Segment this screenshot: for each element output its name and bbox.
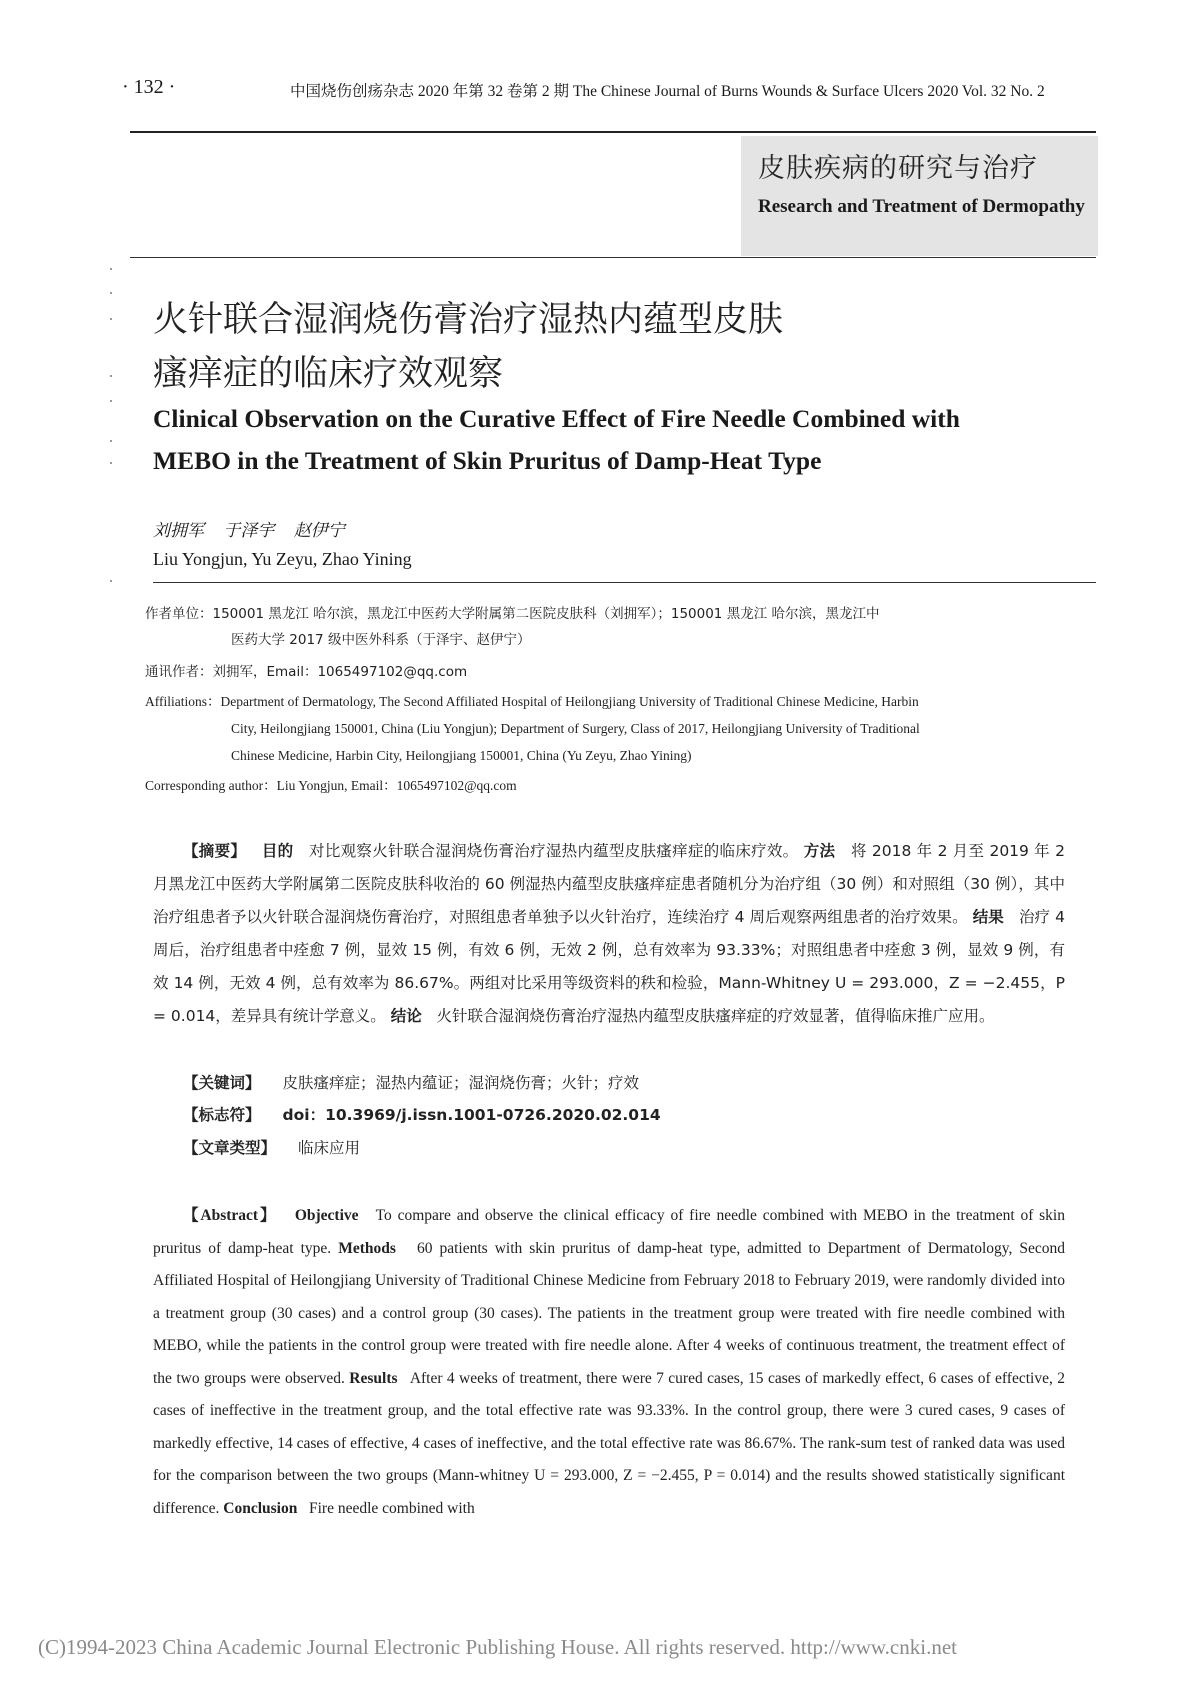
- affiliations-cn-line1: 作者单位：150001 黑龙江 哈尔滨，黑龙江中医药大学附属第二医院皮肤科（刘拥军）；150001 黑龙江 哈尔滨，黑龙江中: [145, 606, 880, 622]
- margin-mark: [110, 462, 112, 464]
- copyright-footer: (C)1994-2023 China Academic Journal Electronic Publishing House. All rights reserved. http://www.cnki.net: [38, 1635, 957, 1659]
- article-title-en-line2: MEBO in the Treatment of Skin Pruritus of Damp-Heat Type: [153, 446, 822, 475]
- abstract-en-conclusion: Fire needle combined with: [309, 1499, 475, 1517]
- affiliations-en-line2: City, Heilongjiang 150001, China (Liu Yongjun); Department of Surgery, Class of 2017, Heilongjiang University of Traditional: [231, 721, 920, 736]
- abstract-en-methods: 60 patients with skin pruritus of damp-heat type, admitted to Department of Dermatology, Second Affiliated Hospital of Heilongjiang University of Traditional Chinese Medicine from February 2018 to February 2019, were randomly divided into a treatment group (30 cases) and a control group (30 cases). The patients in the treatment group were treated with fire needle combined with MEBO, while the patients in the control group were treated with fire needle alone. After 4 weeks of continuous treatment, the treatment effect of the two groups were observed.: [153, 1239, 1066, 1387]
- abstract-en-label: 【Abstract】: [183, 1207, 278, 1224]
- margin-mark: [110, 440, 112, 442]
- margin-mark: [110, 580, 112, 582]
- section-title-cn: 皮肤疾病的研究与治疗: [758, 153, 1038, 184]
- keywords-label: 【关键词】: [183, 1074, 261, 1092]
- section-rule: [130, 257, 1096, 258]
- article-title-cn-line2: 瘙痒症的临床疗效观察: [153, 354, 504, 394]
- authors-cn: 刘拥军 于泽宇 赵伊宁: [153, 521, 345, 541]
- abstract-en-results-label: Results: [349, 1369, 398, 1387]
- header-rule: [130, 131, 1096, 133]
- page-number: · 132 ·: [122, 76, 176, 98]
- keywords-line: [183, 1071, 639, 1093]
- abstract-en-methods-label: Methods: [338, 1239, 396, 1257]
- article-title-en-line1: Clinical Observation on the Curative Effect of Fire Needle Combined with: [153, 404, 960, 433]
- article-title-cn: [153, 293, 973, 401]
- margin-mark: [110, 318, 112, 320]
- article-type-line: [183, 1136, 360, 1158]
- margin-mark: [110, 268, 112, 270]
- article-title-en: [153, 398, 1073, 482]
- authors-en: Liu Yongjun, Yu Zeyu, Zhao Yining: [153, 549, 412, 569]
- article-type-label: 【文章类型】: [183, 1139, 277, 1157]
- abstract-cn-objective: 对比观察火针联合湿润烧伤膏治疗湿热内蕴型皮肤瘙痒症的临床疗效。: [309, 842, 799, 860]
- identifier-label: 【标志符】: [183, 1106, 261, 1124]
- margin-mark: [110, 375, 112, 377]
- abstract-en-objective-label: Objective: [294, 1207, 359, 1224]
- section-title-en: Research and Treatment of Dermopathy: [758, 196, 1085, 217]
- doi-value: doi：10.3969/j.issn.1001-0726.2020.02.014: [282, 1106, 661, 1124]
- keywords-value: 皮肤瘙痒症；湿热内蕴证；湿润烧伤膏；火针；疗效: [282, 1074, 640, 1092]
- affiliations-cn: [145, 601, 1065, 653]
- corresponding-author-cn: 通讯作者：刘拥军，Email：1065497102@qq.com: [145, 664, 468, 680]
- abstract-cn-label: 【摘要】: [183, 842, 247, 860]
- abstract-cn-objective-label: 目的: [261, 842, 294, 860]
- margin-mark: [110, 292, 112, 294]
- abstract-cn-methods-label: 方法: [803, 842, 836, 860]
- abstract-cn-results: 治疗 4 周后，治疗组患者中痊愈 7 例，显效 15 例，有效 6 例，无效 2 例，总有效率为 93.33%；对照组患者中痊愈 3 例，显效 9 例，有效 14 例，无效 4 例，总有效率为 86.67%。两组对比采用等级资料的秩和检验，Mann-Whitney U = 293.000，Z = −2.455，P = 0.014，差异具有统计学意义。: [153, 908, 1065, 1025]
- abstract-en-results: After 4 weeks of treatment, there were 7 cured cases, 15 cases of markedly effect, 6 cases of effective, 2 cases of ineffective in the treatment group, and the total effective rate was 93.33%. In the control group, there were 3 cured cases, 9 cases of markedly effective, 14 cases of effective, 4 cases of ineffective, and the total effective rate was 86.67%. The rank-sum test of ranked data was used for the comparison between the two groups (Mann-whitney U = 293.000, Z = −2.455, P = 0.014) and the results showed statistically significant difference.: [153, 1369, 1065, 1517]
- abstract-cn-conclusion: 火针联合湿润烧伤膏治疗湿热内蕴型皮肤瘙痒症的疗效显著，值得临床推广应用。: [436, 1007, 995, 1025]
- running-head: 中国烧伤创疡杂志 2020 年第 32 卷第 2 期 The Chinese Journal of Burns Wounds & Surface Ulcers 2020 Vol. 32 No. 2: [290, 83, 1045, 100]
- authors-rule: [153, 582, 1096, 583]
- affiliations-en-line1: Affiliations：Department of Dermatology, The Second Affiliated Hospital of Heilongjiang University of Traditional Chinese Medicine, Harbin: [145, 694, 919, 709]
- article-title-cn-line1: 火针联合湿润烧伤膏治疗湿热内蕴型皮肤: [153, 300, 784, 340]
- corresponding-author-en: Corresponding author：Liu Yongjun, Email：1065497102@qq.com: [145, 778, 517, 793]
- abstract-en-conclusion-label: Conclusion: [223, 1499, 298, 1517]
- affiliations-en: [145, 688, 1065, 769]
- abstract-cn: [153, 835, 1065, 1033]
- margin-mark: [110, 400, 112, 402]
- abstract-cn-conclusion-label: 结论: [390, 1007, 422, 1025]
- affiliations-cn-line2: 医药大学 2017 级中医外科系（于泽宇、赵伊宁）: [231, 632, 531, 648]
- affiliations-en-line3: Chinese Medicine, Harbin City, Heilongjiang 150001, China (Yu Zeyu, Zhao Yining): [231, 748, 692, 763]
- article-type-value: 临床应用: [298, 1139, 361, 1157]
- identifier-line: [183, 1103, 661, 1125]
- abstract-en-objective: To compare and observe the clinical efficacy of fire needle combined with MEBO in the treatment of skin pruritus of damp-heat type.: [153, 1207, 1065, 1257]
- abstract-cn-methods: 将 2018 年 2 月至 2019 年 2 月黑龙江中医药大学附属第二医院皮肤科收治的 60 例湿热内蕴型皮肤瘙痒症患者随机分为治疗组（30 例）和对照组（30 例），其中治疗组患者予以火针联合湿润烧伤膏治疗，对照组患者单独予以火针治疗，连续治疗 4 周后观察两组患者的治疗效果。: [153, 842, 1065, 926]
- abstract-en: [153, 1200, 1065, 1525]
- abstract-cn-results-label: 结果: [972, 908, 1004, 926]
